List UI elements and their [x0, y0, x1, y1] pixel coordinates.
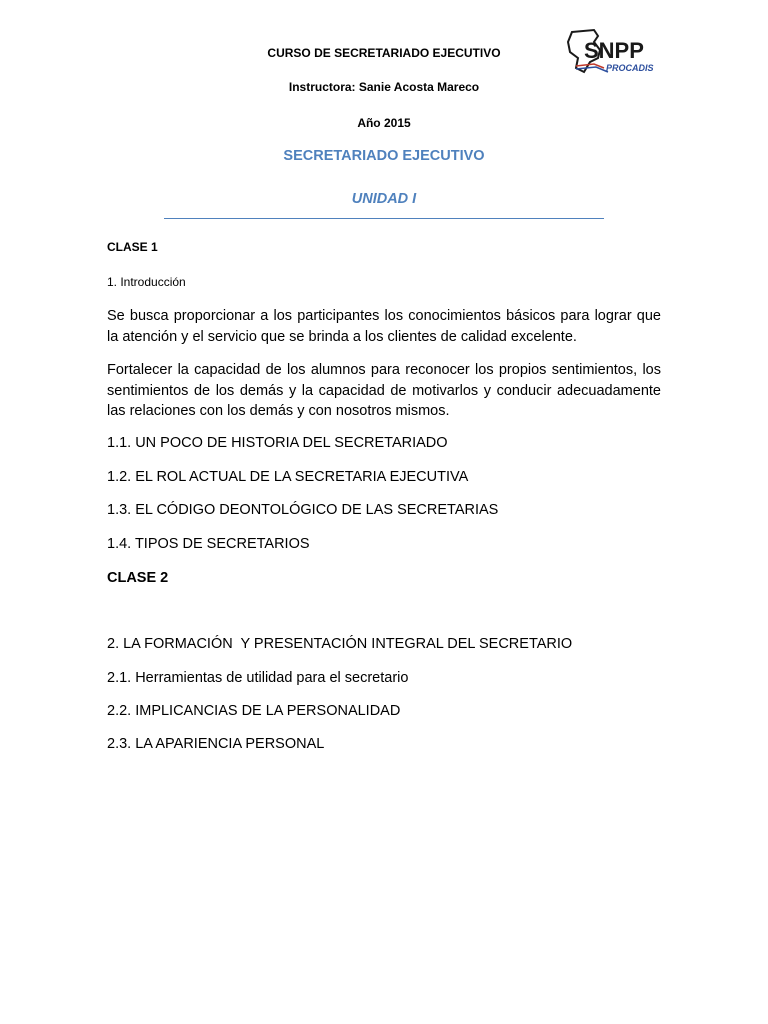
- clase2-heading: CLASE 2: [107, 570, 169, 586]
- clase2-item: 2.1. Herramientas de utilidad para el secretario: [107, 670, 409, 686]
- logo-main-text: SNPP: [584, 38, 644, 63]
- clase1-item: 1.1. UN POCO DE HISTORIA DEL SECRETARIADO: [107, 435, 448, 451]
- year-line: Año 2015: [357, 116, 411, 130]
- clase1-item: 1.4. TIPOS DE SECRETARIOS: [107, 536, 310, 552]
- clase1-item: 1.2. EL ROL ACTUAL DE LA SECRETARIA EJECUTIVA: [107, 469, 469, 485]
- clase1-heading: CLASE 1: [107, 240, 158, 254]
- document-title: SECRETARIADO EJECUTIVO: [283, 148, 485, 164]
- clase2-item: 2.3. LA APARIENCIA PERSONAL: [107, 736, 325, 752]
- intro-paragraph-2: Fortalecer la capacidad de los alumnos para reconocer los propios sentimientos, los sentimientos de los demás y la capacidad de motivarlos y conducir adecuadamente las relaciones con los demás y con nosotros mismos.: [107, 362, 661, 419]
- course-title: CURSO DE SECRETARIADO EJECUTIVO: [267, 46, 501, 60]
- intro-paragraph-1: Se busca proporcionar a los participantes los conocimientos básicos para lograr que la atención y el servicio que se brinda a los clientes de calidad excelente.: [107, 308, 661, 345]
- logo-sub-text: PROCADIS: [606, 63, 654, 73]
- title-divider: [164, 218, 604, 219]
- unit-title: UNIDAD I: [351, 191, 417, 207]
- logo-graphic: [564, 28, 656, 80]
- clase2-item: 2.2. IMPLICANCIAS DE LA PERSONALIDAD: [107, 703, 401, 719]
- clase2-item: 2. LA FORMACIÓN Y PRESENTACIÓN INTEGRAL DEL SECRETARIO: [107, 636, 573, 652]
- snpp-procadis-logo: [564, 28, 656, 80]
- clase1-item: 1.3. EL CÓDIGO DEONTOLÓGICO DE LAS SECRETARIAS: [107, 502, 499, 518]
- instructor-line: Instructora: Sanie Acosta Mareco: [288, 80, 480, 94]
- intro-subheading: 1. Introducción: [107, 275, 186, 289]
